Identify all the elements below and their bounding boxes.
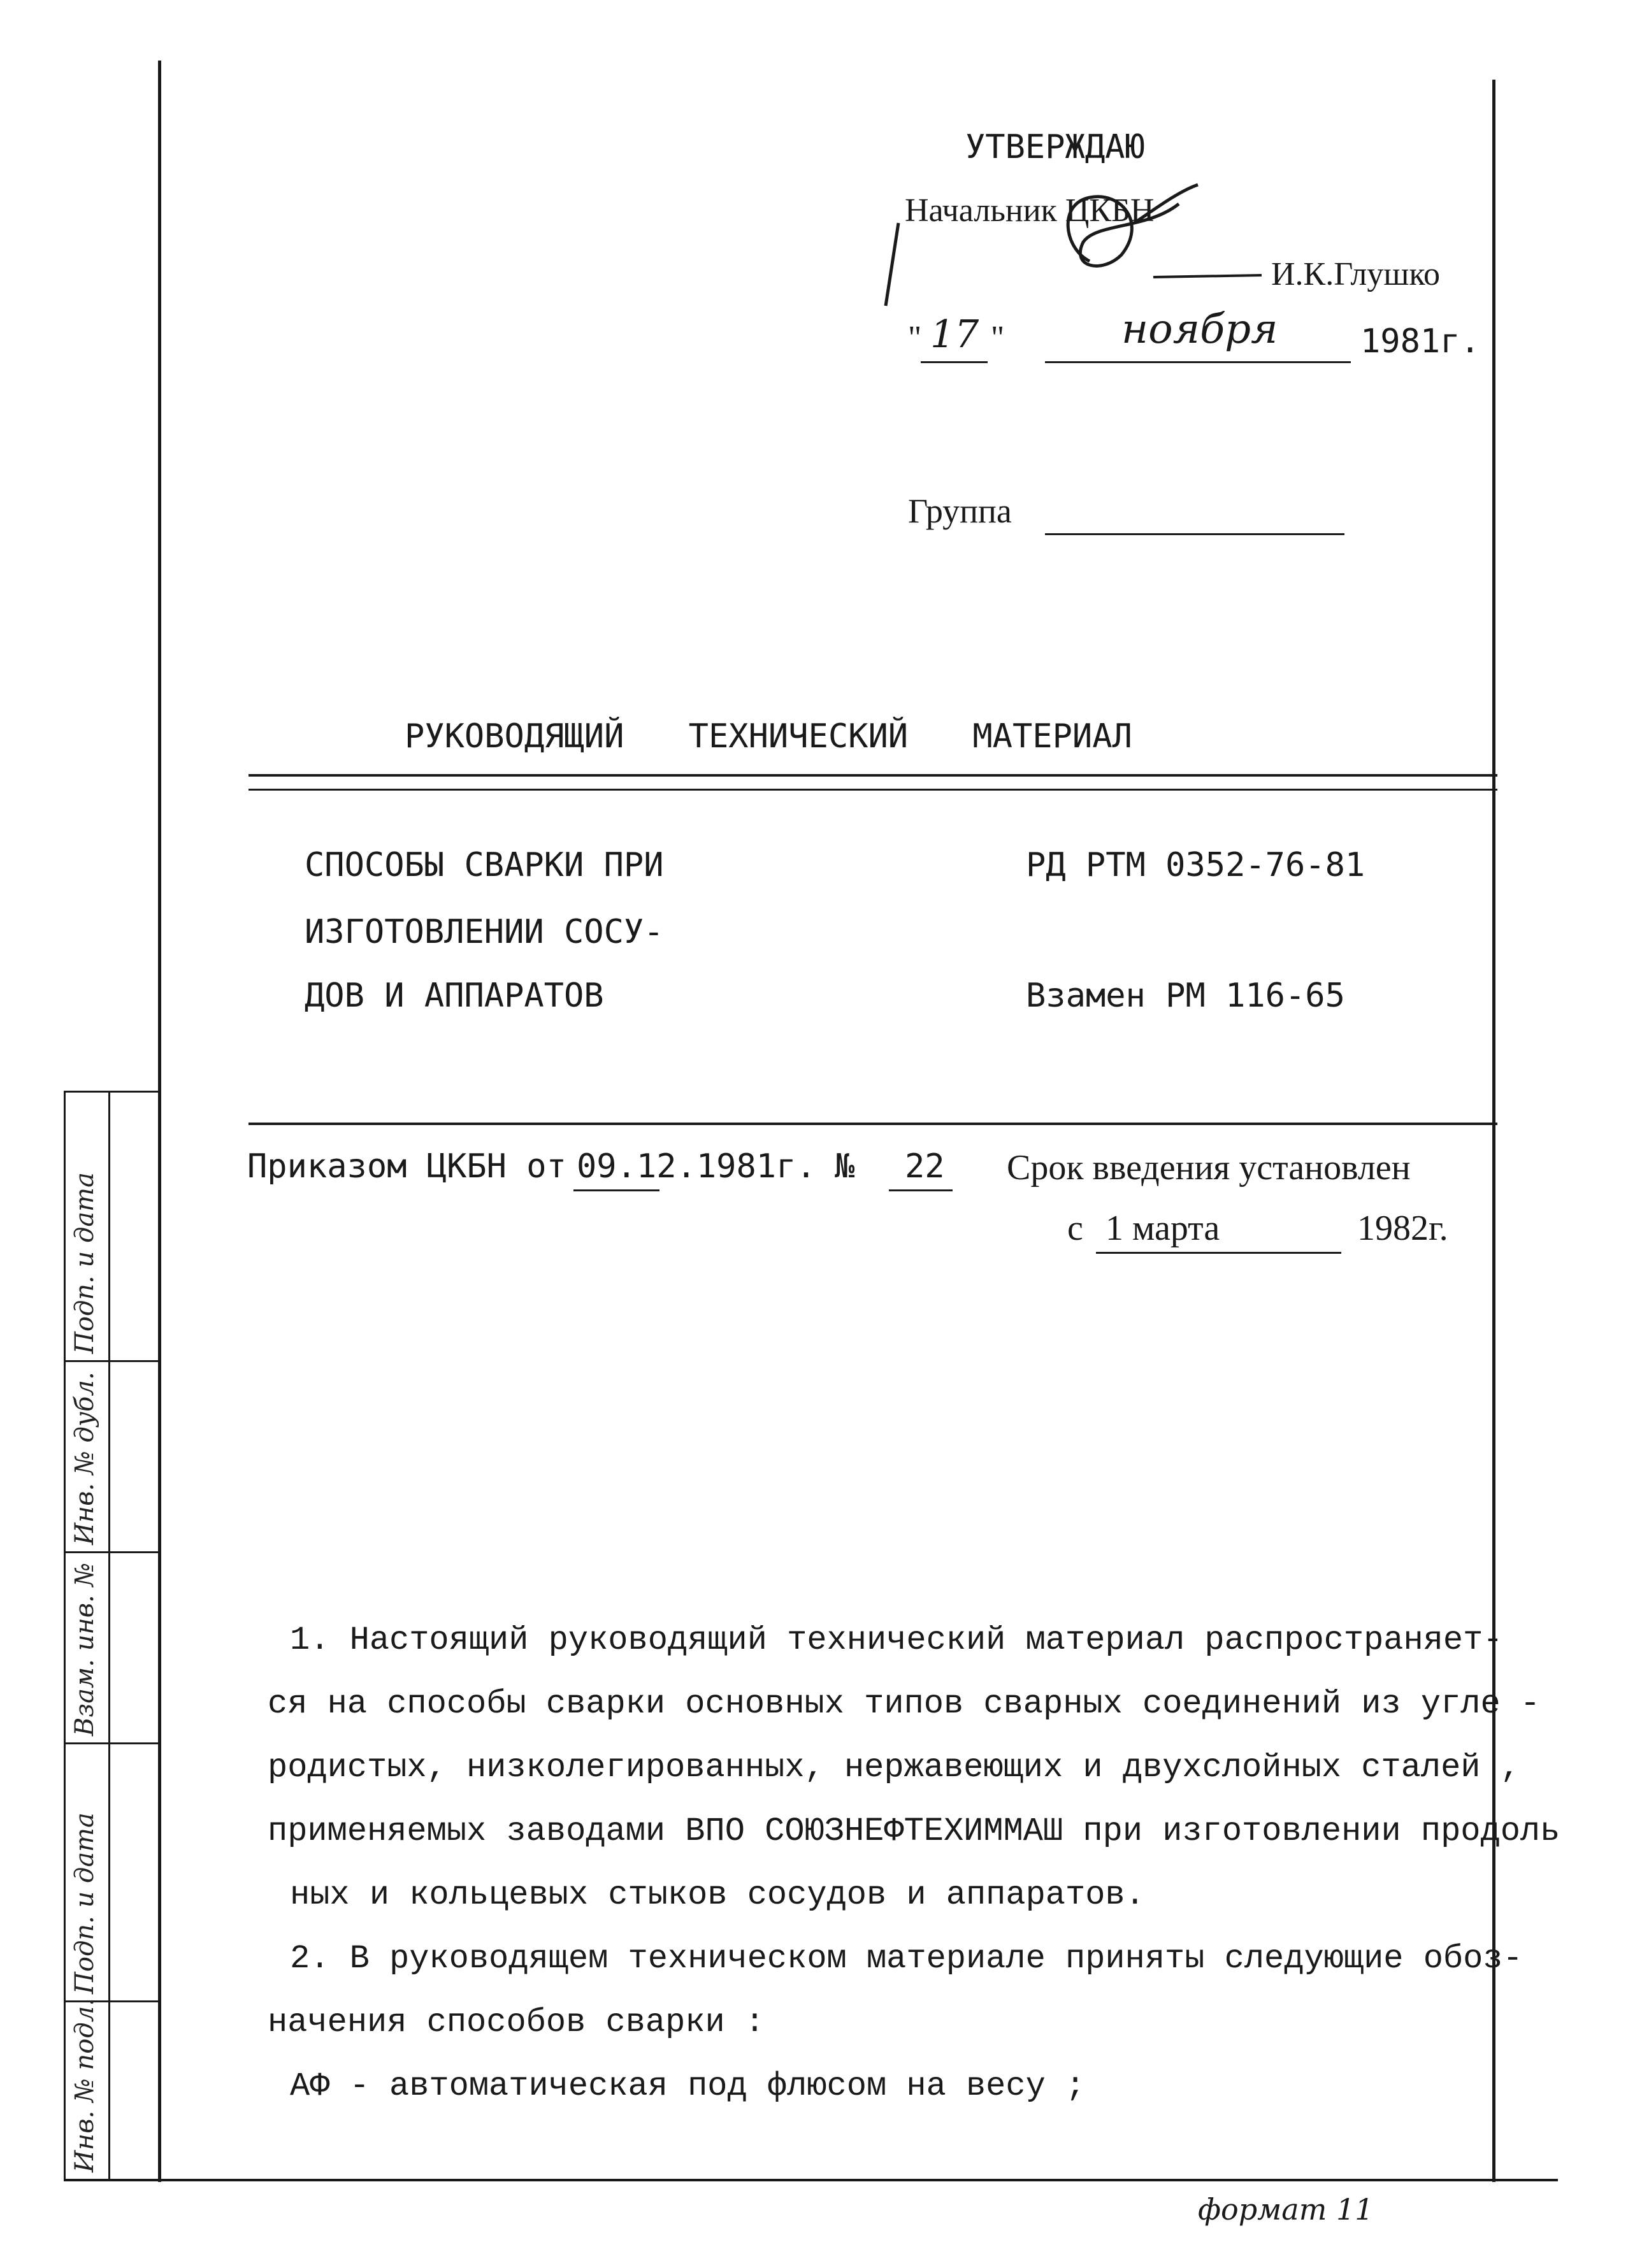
body-line-2: ся на способы сварки основных типов сварных соединений из угле - (268, 1685, 1541, 1723)
body-line-3: родистых, низколегированных, нержавеющих и двухслойных сталей , (268, 1749, 1520, 1786)
body-line-4: применяемых заводами ВПО СОЮЗНЕФТЕХИММАШ при изготовлении продоль (268, 1812, 1560, 1850)
order-number-underline (889, 1189, 953, 1191)
subject-line-1: СПОСОБЫ СВАРКИ ПРИ (305, 846, 664, 884)
side-stamp-divider (64, 1742, 159, 1744)
approval-year: 1981г. (1360, 322, 1480, 361)
term-from-year: 1982г. (1357, 1209, 1448, 1248)
term-date-underline (1096, 1252, 1341, 1254)
order-number-sign: № (835, 1147, 855, 1186)
document-code: РД РТМ 0352-76-81 (1026, 846, 1365, 884)
side-stamp-cell-sign-date: Подп. и дата (70, 1172, 99, 1354)
side-stamp-outer-line (64, 1093, 66, 2179)
side-stamp-cell-dup-inv: Инв. № дубл. (70, 1372, 99, 1545)
term-from-word: с (1067, 1209, 1083, 1248)
group-value-line (1045, 533, 1344, 535)
body-line-8: АФ - автоматическая под флюсом на весу ; (290, 2067, 1086, 2105)
body-line-5: ных и кольцевых стыков сосудов и аппаратов. (290, 1876, 1145, 1914)
side-stamp-divider (64, 1360, 159, 1362)
approval-quote-close: " (991, 320, 1005, 356)
order-date: 09.12.1981г. (577, 1147, 816, 1186)
approval-month: ноября (1121, 306, 1278, 353)
approval-quote-open: " (908, 320, 922, 356)
term-label: Срок введения установлен (1007, 1148, 1411, 1188)
side-stamp-top-line (64, 1091, 159, 1093)
approval-position: Начальник ЦКБН (905, 192, 1155, 229)
side-stamp-inner-line (108, 1093, 110, 2179)
approval-day: 17 (930, 312, 979, 357)
subject-line-2: ИЗГОТОВЛЕНИИ СОСУ- (305, 913, 664, 951)
side-stamp-cell-orig-inv: Инв. № подл. (70, 1998, 99, 2172)
approval-day-underline (921, 361, 988, 363)
frame-right-border (1492, 80, 1495, 2182)
body-line-6: 2. В руководящем техническом материале приняты следующие обоз- (290, 1940, 1523, 1977)
approval-month-underline (1045, 361, 1351, 363)
title-double-line-top (249, 774, 1497, 777)
side-stamp-cell-sign-date-2: Подп. и дата (70, 1812, 99, 1994)
replaces-note: Взамен РМ 116-65 (1026, 977, 1345, 1015)
document-title: РУКОВОДЯЩИЙ ТЕХНИЧЕСКИЙ МАТЕРИАЛ (405, 717, 1132, 756)
order-date-underline (573, 1189, 659, 1191)
approval-heading: УТВЕРЖДАЮ (965, 128, 1145, 166)
side-stamp-divider (64, 1551, 159, 1553)
order-number: 22 (905, 1147, 945, 1186)
frame-bottom-border (64, 2179, 1558, 2181)
side-stamp-cell-repl-inv: Взам. инв. № (70, 1562, 99, 1736)
group-label: Группа (908, 492, 1012, 530)
body-line-1: 1. Настоящий руководящий технический материал распространяет- (290, 1621, 1503, 1659)
subject-line-3: ДОВ И АППАРАТОВ (305, 977, 604, 1015)
order-prefix: Приказом ЦКБН от (247, 1147, 566, 1186)
frame-left-border (158, 61, 161, 2182)
term-from-date: 1 марта (1106, 1209, 1220, 1248)
order-separator (249, 1123, 1497, 1125)
body-line-7: начения способов сварки : (268, 2004, 765, 2041)
title-double-line-bottom (249, 789, 1497, 791)
approval-name: И.К.Глушко (1271, 256, 1441, 292)
format-note: формат 11 (1198, 2192, 1374, 2227)
